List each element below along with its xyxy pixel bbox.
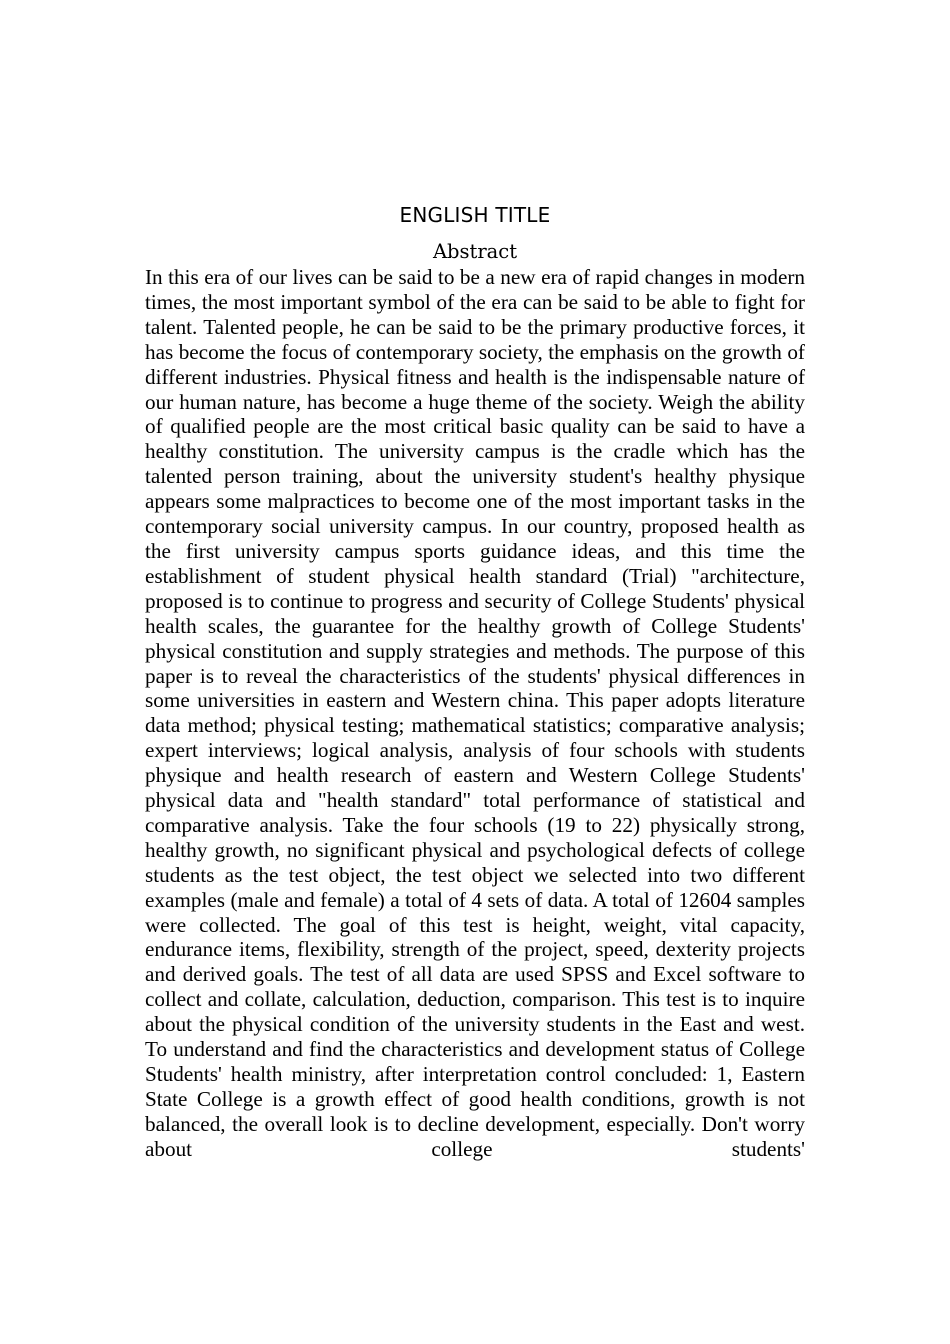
document-title: ENGLISH TITLE: [399, 203, 551, 227]
abstract-body: In this era of our lives can be said to be a new era of rapid changes in modern times, the most important symbol of the era can be said to be able to fight for talent. Talented people, he can be said to be the primary productive forces, it has become the focus of contemporary society, the emphasis on the growth of different industries. Physical fitness and health is the indispensable nature of our human nature, has become a huge theme of the society. Weigh the ability of qualified people are the most critical basic quality can be said to have a healthy constitution. The university campus is the cradle which has the talented person training, about the university student's healthy physique appears some malpractices to become one of the most important tasks in the contemporary social university campus. In our country, proposed health as the first university campus sports guidance ideas, and this time the establishment of student physical health standard (Trial) "architecture, proposed is to continue to progress and security of College Students' physical health scales, the guarantee for the healthy growth of College Students' physical constitution and supply strategies and methods. The purpose of this paper is to reveal the characteristics of the students' physical differences in some universities in eastern and Western china. This paper adopts literature data method; physical testing; mathematical statistics; comparative analysis; expert interviews; logical analysis, analysis of four schools with students physique and health research of eastern and Western College Students' physical data and "health standard" total performance of statistical and comparative analysis. Take the four schools (19 to 22) physically strong, healthy growth, no significant physical and psychological defects of college students as the test object, the test object we selected into two different examples (male and female) a total of 4 sets of data. A total of 12604 samples were collected. The goal of this test is height, weight, vital capacity, endurance items, flexibility, strength of the project, speed, dexterity projects and derived goals. The test of all data are used SPSS and Excel software to collect and collate, calculation, deduction, comparison. This test is to inquire about the physical condition of the university students in the East and west. To understand and find the characteristics and development status of College Students' health ministry, after interpretation control concluded: 1, Eastern State College is a growth effect of good health conditions, growth is not balanced, the overall look is to decline development, especially. Don't worry about college students': [145, 265, 805, 1161]
abstract-heading: Abstract: [432, 240, 518, 263]
